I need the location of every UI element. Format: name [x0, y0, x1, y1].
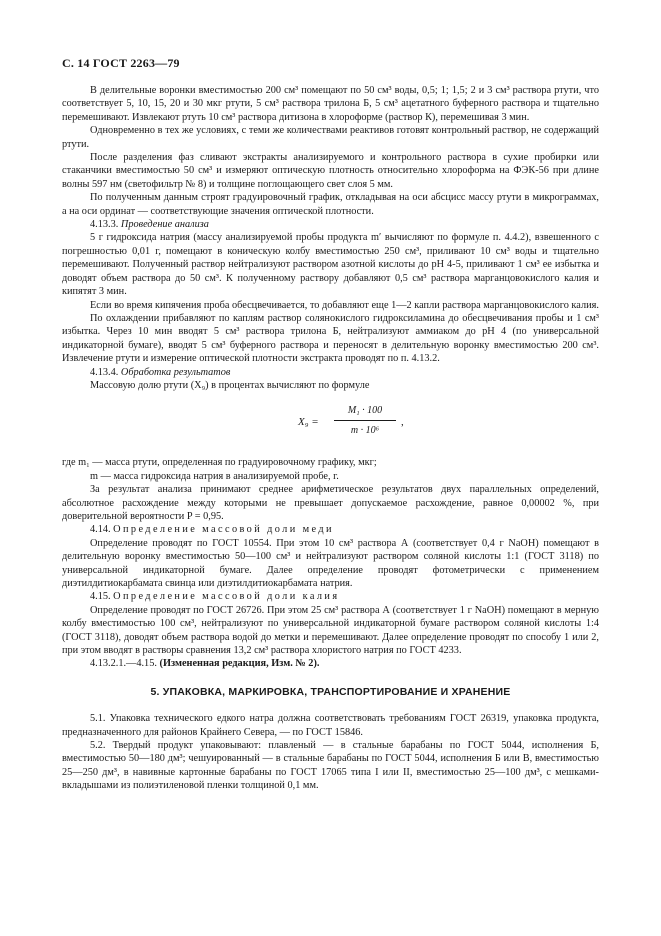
section-4-15 — [62, 590, 599, 603]
paragraph: За результат анализа принимают среднее арифметическое результатов двух параллельных определений, абсолютное расхождение между которыми не превышает допускаемое расхождение, равное 0,00002 %, при доверительной вероятности P = 0,95. — [62, 484, 599, 522]
paragraph: В делительные воронки вместимостью 200 см³ помещают по 50 см³ воды, 0,5; 1; 1,5; 2 и 3 см³ раствора ртути, что соответствует 5, 10, 15, 20 и 30 мкг ртути, 5 см³ раствора трилона Б, 5 см³ ацетатного буферного раствора и тщательно перемешивают. Извлекают ртуть 10 см³ раствора дитизона в хлороформе (раствор К), перемешивая 3 мин. — [62, 85, 599, 123]
section-title: Определение массовой доли калия — [113, 591, 340, 603]
page-header: С. 14 ГОСТ 2263—79 — [62, 56, 180, 70]
section-number: 4.15. — [90, 591, 111, 603]
mercury-formula — [62, 398, 599, 452]
paragraph: Массовую долю ртути (X₉) в процентах вычисляют по формуле — [90, 379, 370, 391]
formula-denominator: m · 10⁶ — [350, 424, 380, 436]
variable-definition: где m₁ — масса ртути, определенная по градуировочному графику, мкг; — [62, 457, 377, 469]
document-body — [62, 84, 599, 793]
edition-note — [62, 657, 599, 670]
subsection-title: Обработка результатов — [120, 366, 231, 378]
formula-lhs: X₉ = — [298, 416, 319, 429]
section-number: 4.14. — [90, 524, 111, 536]
paragraph: Определение проводят по ГОСТ 26726. При этом 25 см³ раствора А (соответствует 1 г NaOH) помещают в мерную колбу вместимостью 100 см³, нейтрализуют по универсальной индикаторной бумаге раствором соляной кислоты 1:4 (ГОСТ 3118), доводят объем раствора водой до метки и перемешивают. Далее определение проводят по способу 1 или 2, при этом вводят в растворы сравнения 13,2 см³ раствора хлористого натрия по ГОСТ 4233. — [62, 604, 599, 657]
formula-numerator: M₁ · 100 — [334, 404, 396, 420]
edit-note: (Измененная редакция, Изм. № 2). — [159, 658, 320, 670]
paragraph: Определение проводят по ГОСТ 10554. При этом 10 см³ раствора А (соответствует 0,4 г NaOH) помещают в делительную воронку вместимостью 50—100 см³ и нейтрализуют раствором соляной кислоты 1:1 (ГОСТ 3118) по универсальной индикаторной бумаге. Далее определение проводят фотометрически с применением диэтилдитиокарбамата свинца или диэтилдитиокарбамата натрия. — [62, 537, 599, 589]
paragraph: Одновременно в тех же условиях, с теми же количествами реактивов готовят контрольный раствор, не содержащий ртути. — [62, 125, 599, 150]
subsection-4-13-4 — [62, 366, 599, 379]
formula-fraction — [334, 404, 396, 437]
section-title: Определение массовой доли меди — [113, 524, 334, 536]
paragraph: 5 г гидроксида натрия (массу анализируемой пробы продукта m′ вычисляют по формуле п. 4.4.2), взвешенного с погрешностью 0,01 г, помещают в коническую колбу вместимостью 250 см³, приливают 10 см³ воды и тщательно перемешивают. Полученный раствор нейтрализуют раствором азотной кислоты до рН 4-5, приливают 1 см³ ее избытка и доводят объем раствора до 50 см³. К полученному раствору добавляют 0,5 см³ раствора марганцовокислого калия и кипятят 3 мин. — [62, 232, 599, 298]
variable-definition: m — масса гидроксида натрия в анализируемой пробе, г. — [90, 470, 339, 482]
paragraph: После разделения фаз сливают экстракты анализируемого и контрольного раствора в сухие пробирки или стаканчики вместимостью 50 см³ и измеряют оптическую плотность относительно хлороформа на ФЭК-56 при длине волны 597 нм (светофильтр № 8) и толщине поглощающего свет слоя 5 мм. — [62, 152, 599, 190]
paragraph: Если во время кипячения проба обесцвечивается, то добавляют еще 1—2 капли раствора марганцовокислого калия. — [90, 299, 599, 311]
paragraph: По охлаждении прибавляют по каплям раствор солянокислого гидроксиламина до обесцвечивания пробы и 1 см³ избытка. Через 10 мин вводят 5 см³ раствора трилона Б, нейтрализуют аммиаком до рН 4 (по универсальной индикаторной бумаге), вводят 5 см³ буферного раствора и переносят в делительную воронку вместимостью 200 см³. Извлечение ртути и измерение оптической плотности экстракта проводят по п. 4.13.2. — [62, 312, 599, 365]
subsection-number: 4.13.3. — [90, 219, 119, 231]
formula-comma: , — [401, 416, 404, 429]
paragraph: 5.1. Упаковка технического едкого натра должна соответствовать требованиям ГОСТ 26319, упаковка продукта, предназначенного для районов Крайнего Севера, — по ГОСТ 15846. — [62, 713, 599, 738]
subsection-number: 4.13.4. — [90, 366, 119, 378]
subsection-4-13-3 — [62, 218, 599, 231]
paragraph: 5.2. Твердый продукт упаковывают: плавленый — в стальные барабаны по ГОСТ 5044, исполнения Б, вместимостью 50—180 дм³; чешуированный — в стальные барабаны по ГОСТ 5044, исполнения Б или В, вместимостью 25—250 дм³, в навивные картонные барабаны по ГОСТ 17065 типа I или II, вместимостью 25—100 дм³, с мешками-вкладышами из полиэтиленовой пленки толщиной 0,1 мм. — [62, 740, 599, 792]
section-5-title: 5. УПАКОВКА, МАРКИРОВКА, ТРАНСПОРТИРОВАНИЕ И ХРАНЕНИЕ — [150, 685, 511, 698]
subsection-title: Проведение анализа — [120, 219, 209, 231]
paragraph: По полученным данным строят градуировочный график, откладывая на оси абсцисс массу ртути в микрограммах, а на оси ординат — соответствующие значения оптической плотности. — [62, 192, 599, 217]
edit-range: 4.13.2.1.—4.15. — [90, 658, 157, 670]
section-4-14 — [62, 523, 599, 536]
